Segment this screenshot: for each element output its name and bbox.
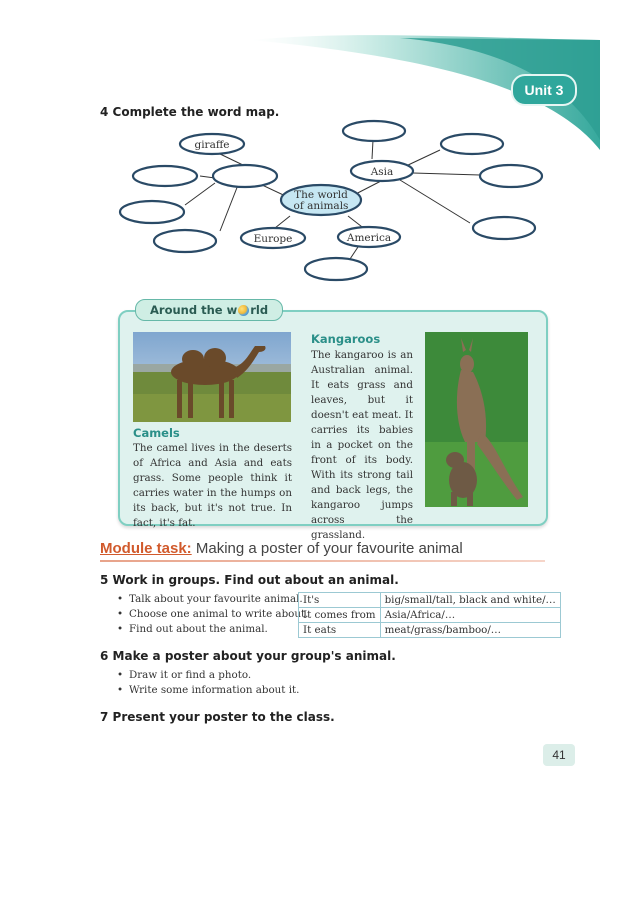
module-task-rule xyxy=(100,560,545,562)
label-europe: Europe xyxy=(253,233,293,245)
camel-photo xyxy=(133,332,291,422)
unit-badge: Unit 3 xyxy=(511,74,577,106)
module-task-text: Making a poster of your favourite animal xyxy=(191,540,463,557)
node-empty-7 xyxy=(480,165,542,187)
word-map xyxy=(110,118,550,288)
table-cell: It eats xyxy=(299,623,381,638)
around-the-world-tab xyxy=(135,299,283,321)
label-america: America xyxy=(346,232,392,244)
task6-bullets xyxy=(115,668,299,698)
globe-icon xyxy=(238,305,249,316)
info-table xyxy=(298,592,561,638)
table-cell: meat/grass/bamboo/… xyxy=(380,623,560,638)
page-number: 41 xyxy=(543,744,575,766)
label-center-line2: of animals xyxy=(293,200,349,212)
kangaroos-heading: Kangaroos xyxy=(311,332,381,346)
camels-text: The camel lives in the deserts of Africa and Asia and eats grass. Some people think it carries water in the humps on its back, but it's not true. In fact, it's fat. xyxy=(133,442,292,529)
tab-text-prefix: Around the w xyxy=(150,303,238,317)
node-empty-8 xyxy=(473,217,535,239)
list-item: • Choose one animal to write about. xyxy=(115,607,308,622)
module-task-title xyxy=(100,540,463,557)
table-cell: It's xyxy=(299,593,381,608)
node-empty-2 xyxy=(213,165,277,187)
node-empty-3 xyxy=(120,201,184,223)
tab-text-suffix: rld xyxy=(250,303,269,317)
table-cell: big/small/tall, black and white/… xyxy=(380,593,560,608)
node-empty-4 xyxy=(154,230,216,252)
list-item: • Draw it or find a photo. xyxy=(115,668,299,683)
camels-heading: Camels xyxy=(133,426,180,440)
task5-title: 5 Work in groups. Find out about an animal. xyxy=(100,573,399,587)
node-empty-5 xyxy=(343,121,405,141)
label-asia: Asia xyxy=(370,166,394,178)
list-item: • Find out about the animal. xyxy=(115,622,308,637)
list-item: • Write some information about it. xyxy=(115,683,299,698)
list-item: • Talk about your favourite animal. xyxy=(115,592,308,607)
task7-title: 7 Present your poster to the class. xyxy=(100,710,335,724)
table-row xyxy=(299,593,561,608)
kangaroos-text: The kangaroo is an Australian animal. It eats grass and leaves, but it doesn't eat meat. It carries its babies in a pocket on the front of its body. With its strong tail and back legs, the kangaroo jumps across the grassland. xyxy=(311,349,413,541)
table-cell: Asia/Africa/… xyxy=(380,608,560,623)
node-empty-1 xyxy=(133,166,197,186)
table-cell: It comes from xyxy=(299,608,381,623)
task5-bullets xyxy=(115,592,308,637)
label-center-line1: The world xyxy=(294,189,348,201)
task4-title: 4 Complete the word map. xyxy=(100,105,280,119)
node-empty-9 xyxy=(305,258,367,280)
label-giraffe: giraffe xyxy=(194,139,230,151)
task6-title: 6 Make a poster about your group's animal. xyxy=(100,649,396,663)
table-row xyxy=(299,608,561,623)
kangaroo-photo xyxy=(425,332,528,507)
node-empty-6 xyxy=(441,134,503,154)
module-task-label: Module task: xyxy=(100,540,192,557)
table-row xyxy=(299,623,561,638)
